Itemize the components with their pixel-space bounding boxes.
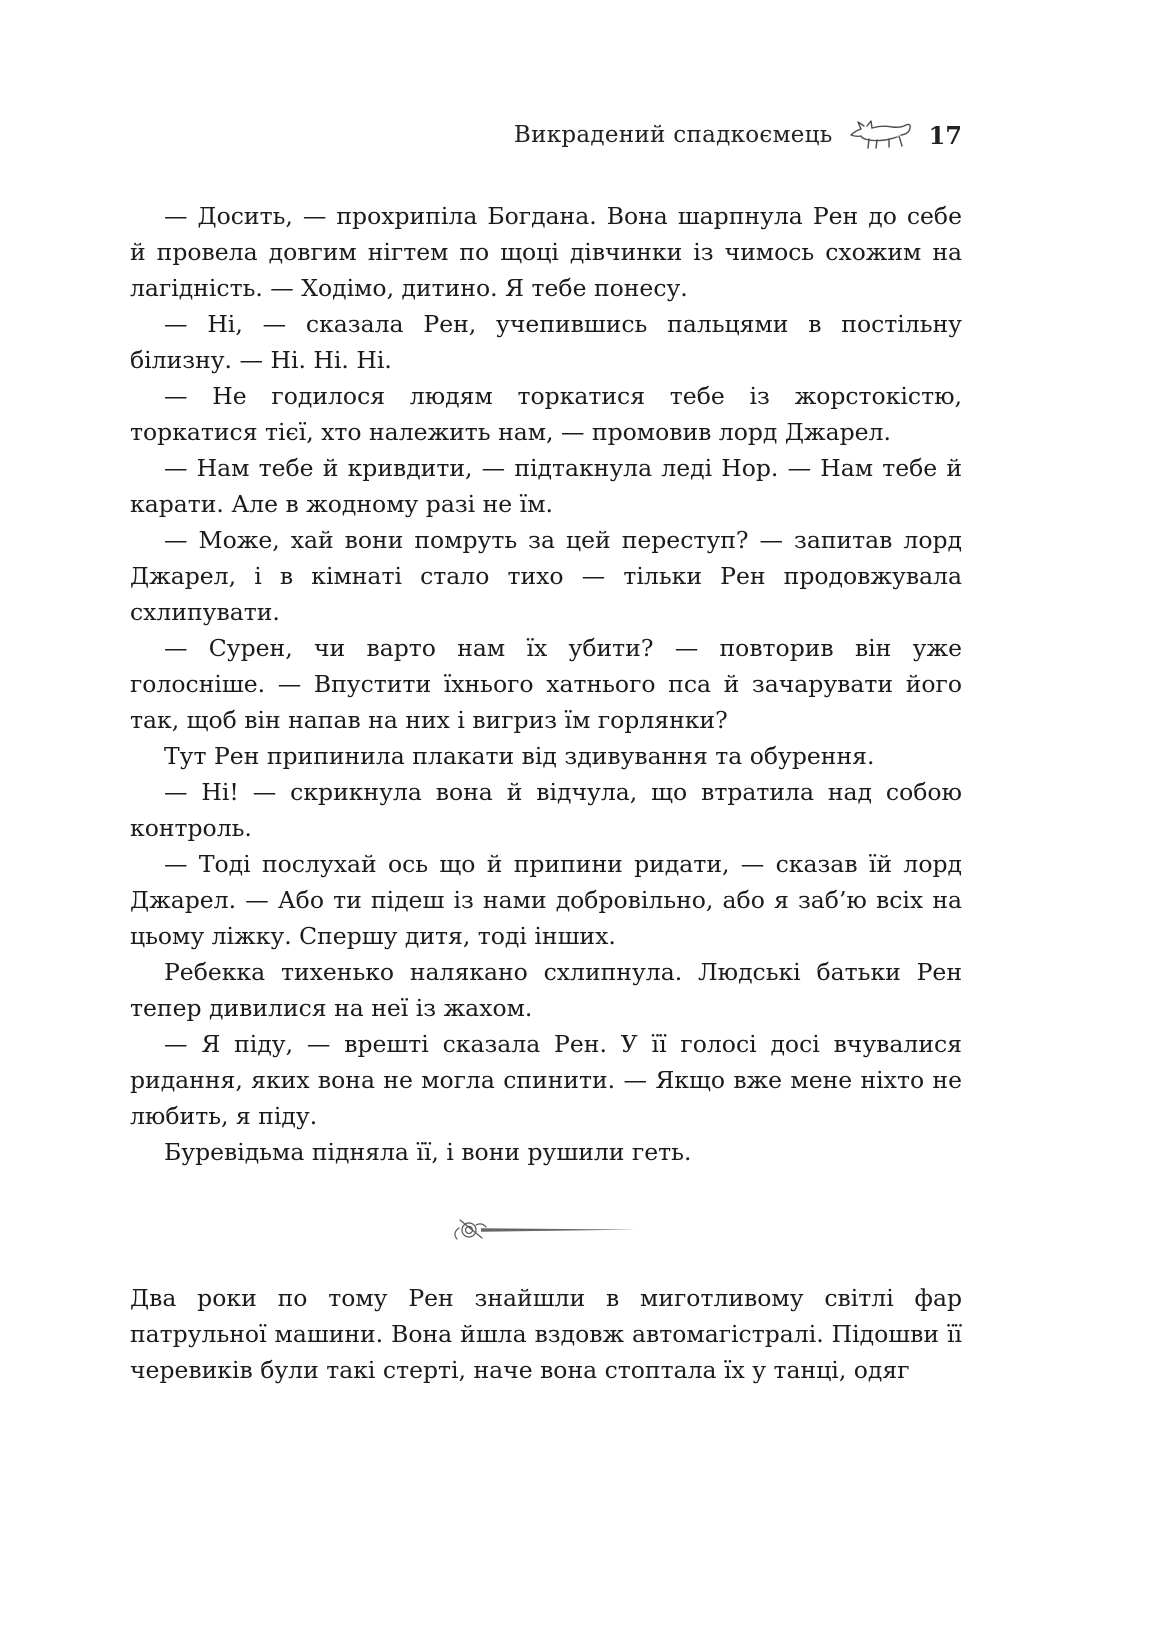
paragraph: — Ні! — скрикнула вона й відчула, що втратила над собою контроль.: [130, 778, 962, 842]
fox-icon: [849, 120, 913, 150]
paragraph: — Тоді послухай ось що й припини ридати, — сказав їй лорд Джарел. — Або ти підеш із нами добровільно, або я заб’ю всіх на цьому ліжку. Спершу дитя, тоді інших.: [130, 850, 962, 950]
paragraph: — Може, хай вони помруть за цей переступ? — запитав лорд Джарел, і в кімнаті стало тихо — тільки Рен продовжувала схлипувати.: [130, 526, 962, 626]
paragraph: — Досить, — прохрипіла Богдана. Вона шарпнула Рен до себе й провела довгим нігтем по щоці дівчинки із чимось схожим на лагідність. — Ходімо, дитино. Я тебе понесу.: [130, 202, 962, 302]
section-divider: [130, 1210, 962, 1246]
paragraph: — Нам тебе й кривдити, — підтакнула леді Нор. — Нам тебе й карати. Але в жодному разі не їм.: [130, 454, 962, 518]
page-number: 17: [928, 120, 962, 150]
paragraph: — Не годилося людям торкатися тебе із жорстокістю, торкатися тієї, хто належить нам, — промовив лорд Джарел.: [130, 382, 962, 446]
rapier-sword-icon: [451, 1214, 641, 1242]
page-body: [130, 198, 962, 1388]
paragraph: Буревідьма підняла її, і вони рушили геть.: [164, 1138, 692, 1166]
paragraph: Тут Рен припинила плакати від здивування та обурення.: [164, 742, 875, 770]
running-title: Викрадений спадкоємець: [513, 122, 833, 148]
paragraph: — Сурен, чи варто нам їх убити? — повторив він уже голосніше. — Впустити їхнього хатнього пса й зачарувати його так, щоб він напав на них і вигриз їм горлянки?: [130, 634, 962, 734]
page-header: [130, 120, 962, 150]
paragraph: Ребекка тихенько налякано схлипнула. Людські батьки Рен тепер дивилися на неї із жахом.: [130, 958, 962, 1022]
paragraph: — Ні, — сказала Рен, учепившись пальцями в постільну білизну. — Ні. Ні. Ні.: [130, 310, 962, 374]
paragraph: — Я піду, — врешті сказала Рен. У її голосі досі вчувалися ридання, яких вона не могла спинити. — Якщо вже мене ніхто не любить, я піду.: [130, 1030, 962, 1130]
paragraph: Два роки по тому Рен знайшли в миготливому світлі фар патрульної машини. Вона йшла вздовж автомагістралі. Підошви її черевиків були такі стерті, наче вона стоптала їх у танці, одяг: [130, 1284, 962, 1384]
